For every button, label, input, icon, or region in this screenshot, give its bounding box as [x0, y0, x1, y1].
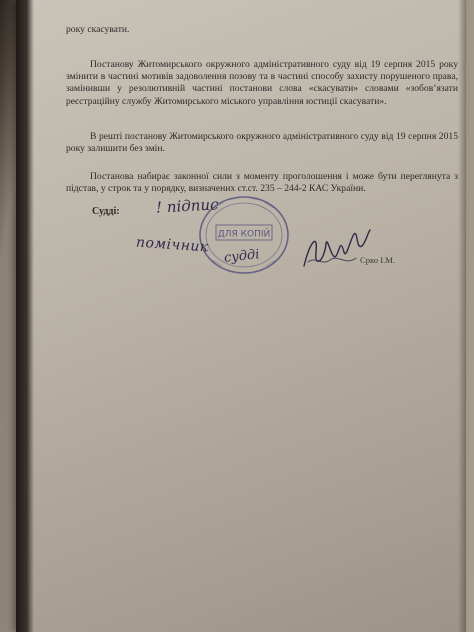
judges-label: Судді:	[92, 206, 120, 217]
paragraph-entry-into-force: Постанова набирає законної сили з моменту проголошення і може бути переглянута з підстав, у строк та у порядку, визначених ст.ст. 235 – 244-2 КАС України.	[66, 171, 458, 195]
stamp-center-text: ДЛЯ КОПІЙ	[217, 229, 271, 240]
page-edge-shadow	[16, 0, 34, 632]
handwritten-signed-note: ! підпис	[155, 195, 219, 217]
paragraph-fragment: року скасувати.	[66, 24, 130, 35]
judge-name: Срко І.М.	[360, 255, 396, 265]
document-page	[16, 0, 466, 632]
paragraph-amend-ruling: Постанову Житомирського окружного адміністративного суду від 19 серпня 2015 року змінити в частині мотивів задоволення позову та в частині способу захисту порушеного права, замінивши у резолютивній частині постанови слова «скасувати» словами «зобов’язати реєстраційну службу Житомирського міського управління юстиції скасувати».	[66, 59, 458, 107]
paragraph-remainder-unchanged: В решті постанову Житомирського окружного адміністративного суду від 19 серпня 2015 року залишити без змін.	[66, 131, 458, 155]
judge-signature	[296, 222, 376, 278]
page-right-fade	[458, 0, 466, 632]
handwritten-assistant-note: помічник	[135, 234, 210, 256]
handwritten-judge-note: судді	[223, 247, 261, 266]
